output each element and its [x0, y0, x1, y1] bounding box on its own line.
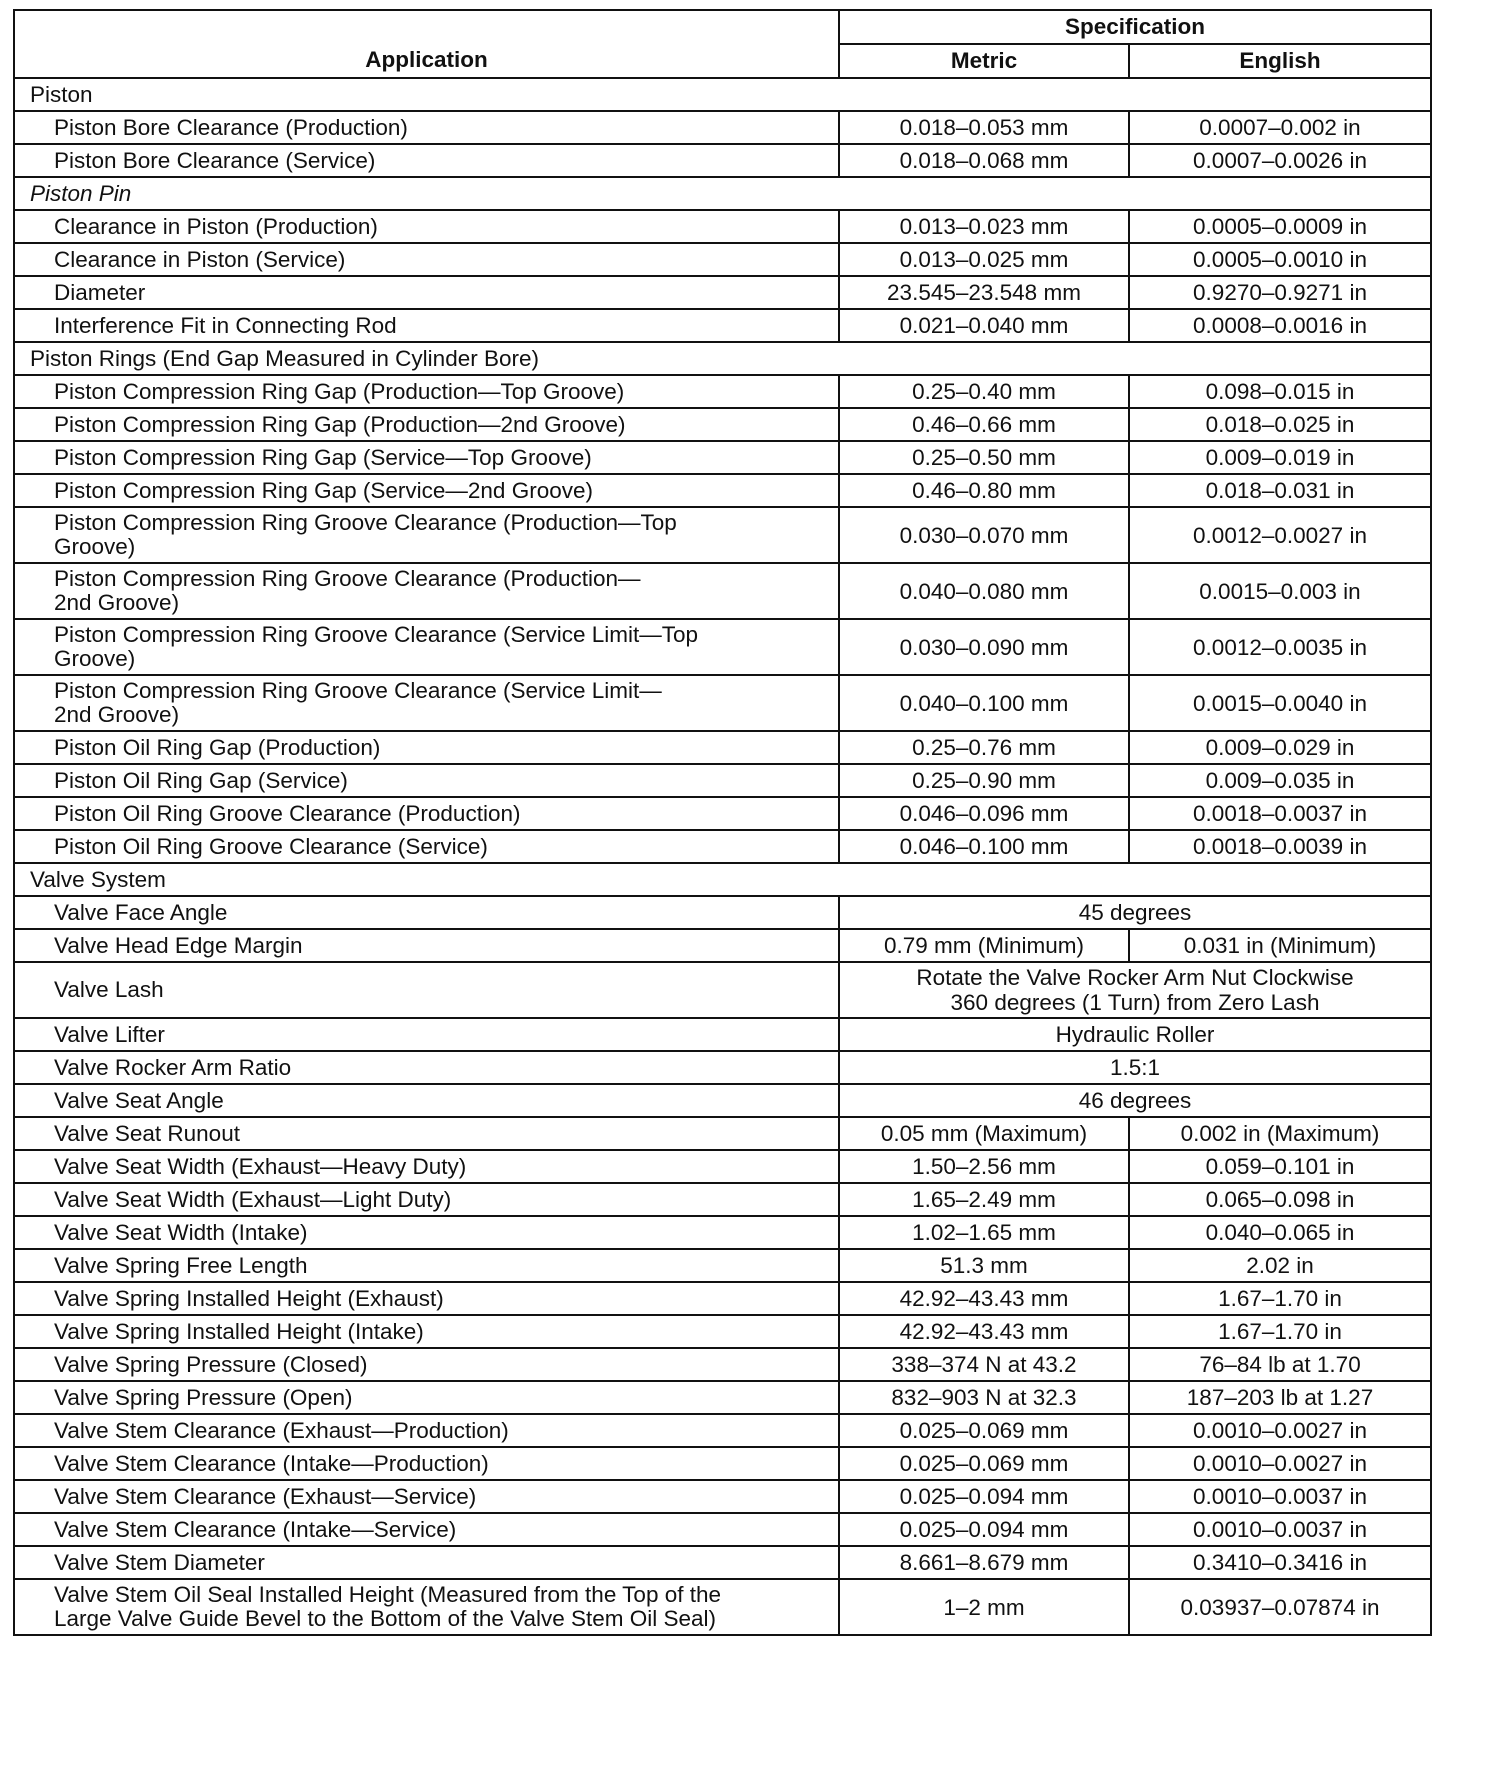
english-cell: 0.0010–0.0037 in: [1129, 1480, 1431, 1513]
metric-cell: 0.046–0.100 mm: [839, 830, 1129, 863]
english-cell: 0.059–0.101 in: [1129, 1150, 1431, 1183]
section-row: [14, 177, 1431, 210]
metric-cell: 0.021–0.040 mm: [839, 309, 1129, 342]
application-cell: Valve Stem Clearance (Exhaust—Service): [14, 1480, 839, 1513]
application-cell: Piston Compression Ring Gap (Service—2nd Groove): [14, 474, 839, 507]
table-row: [14, 830, 1431, 863]
metric-cell: 0.030–0.070 mm: [839, 507, 1129, 563]
table-row: [14, 474, 1431, 507]
english-cell: 0.040–0.065 in: [1129, 1216, 1431, 1249]
metric-cell: 1–2 mm: [839, 1579, 1129, 1635]
english-cell: 0.0018–0.0037 in: [1129, 797, 1431, 830]
application-cell: Valve Head Edge Margin: [14, 929, 839, 962]
metric-cell: 23.545–23.548 mm: [839, 276, 1129, 309]
application-cell: Clearance in Piston (Service): [14, 243, 839, 276]
english-cell: 0.0007–0.0026 in: [1129, 144, 1431, 177]
application-cell: Valve Spring Installed Height (Intake): [14, 1315, 839, 1348]
application-cell: Piston Compression Ring Groove Clearance (Service Limit—Top Groove): [14, 619, 839, 675]
metric-cell: 0.025–0.094 mm: [839, 1480, 1129, 1513]
metric-cell: 1.65–2.49 mm: [839, 1183, 1129, 1216]
metric-cell: 0.046–0.096 mm: [839, 797, 1129, 830]
merged-spec-cell: 46 degrees: [839, 1084, 1431, 1117]
application-cell: Piston Compression Ring Groove Clearance (Production—Top Groove): [14, 507, 839, 563]
table-row: [14, 675, 1431, 731]
application-cell: Piston Compression Ring Groove Clearance (Production— 2nd Groove): [14, 563, 839, 619]
table-row: [14, 1414, 1431, 1447]
merged-spec-cell: Rotate the Valve Rocker Arm Nut Clockwise 360 degrees (1 Turn) from Zero Lash: [839, 962, 1431, 1018]
metric-cell: 0.025–0.069 mm: [839, 1447, 1129, 1480]
application-cell: Interference Fit in Connecting Rod: [14, 309, 839, 342]
section-label: Piston: [14, 78, 1431, 111]
table-row: [14, 144, 1431, 177]
merged-spec-cell: 1.5:1: [839, 1051, 1431, 1084]
metric-cell: 0.25–0.76 mm: [839, 731, 1129, 764]
english-cell: 0.002 in (Maximum): [1129, 1117, 1431, 1150]
english-cell: 0.065–0.098 in: [1129, 1183, 1431, 1216]
table-row: [14, 1546, 1431, 1579]
application-cell: Valve Seat Runout: [14, 1117, 839, 1150]
metric-cell: 1.02–1.65 mm: [839, 1216, 1129, 1249]
table-row: [14, 1381, 1431, 1414]
application-cell: Valve Spring Pressure (Closed): [14, 1348, 839, 1381]
metric-cell: 1.50–2.56 mm: [839, 1150, 1129, 1183]
metric-cell: 0.025–0.069 mm: [839, 1414, 1129, 1447]
application-cell: Valve Spring Installed Height (Exhaust): [14, 1282, 839, 1315]
english-cell: 0.03937–0.07874 in: [1129, 1579, 1431, 1635]
table-row: [14, 563, 1431, 619]
metric-cell: 8.661–8.679 mm: [839, 1546, 1129, 1579]
table-row: [14, 1480, 1431, 1513]
table-row: [14, 441, 1431, 474]
section-label: Valve System: [14, 863, 1431, 896]
application-cell: Piston Oil Ring Gap (Production): [14, 731, 839, 764]
english-cell: 187–203 lb at 1.27: [1129, 1381, 1431, 1414]
metric-cell: 0.025–0.094 mm: [839, 1513, 1129, 1546]
english-cell: 0.3410–0.3416 in: [1129, 1546, 1431, 1579]
table-row: [14, 1051, 1431, 1084]
table-row: [14, 243, 1431, 276]
application-cell: Valve Seat Width (Intake): [14, 1216, 839, 1249]
application-cell: Piston Oil Ring Groove Clearance (Service): [14, 830, 839, 863]
application-cell: Piston Oil Ring Gap (Service): [14, 764, 839, 797]
english-cell: 0.0015–0.003 in: [1129, 563, 1431, 619]
english-cell: 0.098–0.015 in: [1129, 375, 1431, 408]
metric-cell: 0.030–0.090 mm: [839, 619, 1129, 675]
metric-cell: 0.040–0.080 mm: [839, 563, 1129, 619]
section-label: Piston Pin: [14, 177, 1431, 210]
table-row: [14, 1315, 1431, 1348]
english-cell: 0.009–0.035 in: [1129, 764, 1431, 797]
metric-cell: 0.013–0.025 mm: [839, 243, 1129, 276]
table-row: [14, 507, 1431, 563]
table-row: [14, 1084, 1431, 1117]
metric-cell: 338–374 N at 43.2: [839, 1348, 1129, 1381]
english-cell: 0.0010–0.0027 in: [1129, 1414, 1431, 1447]
table-row: [14, 1249, 1431, 1282]
english-cell: 0.009–0.019 in: [1129, 441, 1431, 474]
table-row: [14, 276, 1431, 309]
application-cell: Valve Face Angle: [14, 896, 839, 929]
metric-cell: 42.92–43.43 mm: [839, 1282, 1129, 1315]
application-cell: Valve Spring Free Length: [14, 1249, 839, 1282]
table-row: [14, 1150, 1431, 1183]
application-cell: Piston Compression Ring Groove Clearance (Service Limit— 2nd Groove): [14, 675, 839, 731]
header-application: Application: [14, 10, 839, 78]
table-row: [14, 896, 1431, 929]
merged-spec-cell: Hydraulic Roller: [839, 1018, 1431, 1051]
table-row: [14, 1282, 1431, 1315]
english-cell: 0.0005–0.0010 in: [1129, 243, 1431, 276]
metric-cell: 0.018–0.068 mm: [839, 144, 1129, 177]
english-cell: 0.0005–0.0009 in: [1129, 210, 1431, 243]
english-cell: 0.031 in (Minimum): [1129, 929, 1431, 962]
metric-cell: 0.46–0.80 mm: [839, 474, 1129, 507]
application-cell: Piston Compression Ring Gap (Production—Top Groove): [14, 375, 839, 408]
metric-cell: 0.013–0.023 mm: [839, 210, 1129, 243]
table-row: [14, 1579, 1431, 1635]
table-row: [14, 962, 1431, 1018]
table-row: [14, 375, 1431, 408]
application-cell: Valve Stem Clearance (Intake—Production): [14, 1447, 839, 1480]
application-cell: Valve Stem Clearance (Exhaust—Production): [14, 1414, 839, 1447]
table-row: [14, 309, 1431, 342]
table-row: [14, 619, 1431, 675]
metric-cell: 51.3 mm: [839, 1249, 1129, 1282]
table-header: [14, 10, 1431, 78]
table-row: [14, 1513, 1431, 1546]
table-row: [14, 929, 1431, 962]
english-cell: 2.02 in: [1129, 1249, 1431, 1282]
application-cell: Valve Rocker Arm Ratio: [14, 1051, 839, 1084]
table-row: [14, 408, 1431, 441]
header-metric: Metric: [839, 44, 1129, 78]
english-cell: 0.018–0.031 in: [1129, 474, 1431, 507]
english-cell: 0.0012–0.0027 in: [1129, 507, 1431, 563]
english-cell: 0.0007–0.002 in: [1129, 111, 1431, 144]
english-cell: 76–84 lb at 1.70: [1129, 1348, 1431, 1381]
metric-cell: 0.05 mm (Maximum): [839, 1117, 1129, 1150]
application-cell: Valve Seat Width (Exhaust—Heavy Duty): [14, 1150, 839, 1183]
application-cell: Valve Lash: [14, 962, 839, 1018]
application-cell: Piston Compression Ring Gap (Production—2nd Groove): [14, 408, 839, 441]
english-cell: 0.018–0.025 in: [1129, 408, 1431, 441]
english-cell: 0.0018–0.0039 in: [1129, 830, 1431, 863]
application-cell: Piston Bore Clearance (Service): [14, 144, 839, 177]
application-cell: Valve Stem Diameter: [14, 1546, 839, 1579]
table-row: [14, 1183, 1431, 1216]
application-cell: Valve Seat Width (Exhaust—Light Duty): [14, 1183, 839, 1216]
table-body: [14, 78, 1431, 1635]
metric-cell: 0.46–0.66 mm: [839, 408, 1129, 441]
english-cell: 0.009–0.029 in: [1129, 731, 1431, 764]
table-row: [14, 210, 1431, 243]
english-cell: 0.0008–0.0016 in: [1129, 309, 1431, 342]
english-cell: 1.67–1.70 in: [1129, 1282, 1431, 1315]
english-cell: 0.0010–0.0027 in: [1129, 1447, 1431, 1480]
table-row: [14, 1447, 1431, 1480]
metric-cell: 832–903 N at 32.3: [839, 1381, 1129, 1414]
header-english: English: [1129, 44, 1431, 78]
application-cell: Valve Spring Pressure (Open): [14, 1381, 839, 1414]
section-row: [14, 78, 1431, 111]
application-cell: Clearance in Piston (Production): [14, 210, 839, 243]
section-label: Piston Rings (End Gap Measured in Cylinder Bore): [14, 342, 1431, 375]
section-row: [14, 342, 1431, 375]
metric-cell: 0.79 mm (Minimum): [839, 929, 1129, 962]
metric-cell: 0.018–0.053 mm: [839, 111, 1129, 144]
header-row: [14, 10, 1431, 44]
application-cell: Valve Seat Angle: [14, 1084, 839, 1117]
metric-cell: 42.92–43.43 mm: [839, 1315, 1129, 1348]
application-cell: Piston Compression Ring Gap (Service—Top Groove): [14, 441, 839, 474]
section-row: [14, 863, 1431, 896]
table-row: [14, 797, 1431, 830]
table-row: [14, 1216, 1431, 1249]
english-cell: 0.0012–0.0035 in: [1129, 619, 1431, 675]
table-row: [14, 731, 1431, 764]
header-specification: Specification: [839, 10, 1431, 44]
table-row: [14, 1348, 1431, 1381]
english-cell: 0.9270–0.9271 in: [1129, 276, 1431, 309]
application-cell: Valve Stem Oil Seal Installed Height (Measured from the Top of the Large Valve Guide Bevel to the Bottom of the Valve Stem Oil Seal): [14, 1579, 839, 1635]
metric-cell: 0.040–0.100 mm: [839, 675, 1129, 731]
metric-cell: 0.25–0.40 mm: [839, 375, 1129, 408]
table-row: [14, 1018, 1431, 1051]
metric-cell: 0.25–0.90 mm: [839, 764, 1129, 797]
merged-spec-cell: 45 degrees: [839, 896, 1431, 929]
application-cell: Piston Bore Clearance (Production): [14, 111, 839, 144]
application-cell: Valve Stem Clearance (Intake—Service): [14, 1513, 839, 1546]
specification-table: [13, 9, 1432, 1636]
table-row: [14, 111, 1431, 144]
table-row: [14, 1117, 1431, 1150]
english-cell: 1.67–1.70 in: [1129, 1315, 1431, 1348]
application-cell: Diameter: [14, 276, 839, 309]
application-cell: Piston Oil Ring Groove Clearance (Production): [14, 797, 839, 830]
application-cell: Valve Lifter: [14, 1018, 839, 1051]
metric-cell: 0.25–0.50 mm: [839, 441, 1129, 474]
english-cell: 0.0010–0.0037 in: [1129, 1513, 1431, 1546]
table-row: [14, 764, 1431, 797]
english-cell: 0.0015–0.0040 in: [1129, 675, 1431, 731]
